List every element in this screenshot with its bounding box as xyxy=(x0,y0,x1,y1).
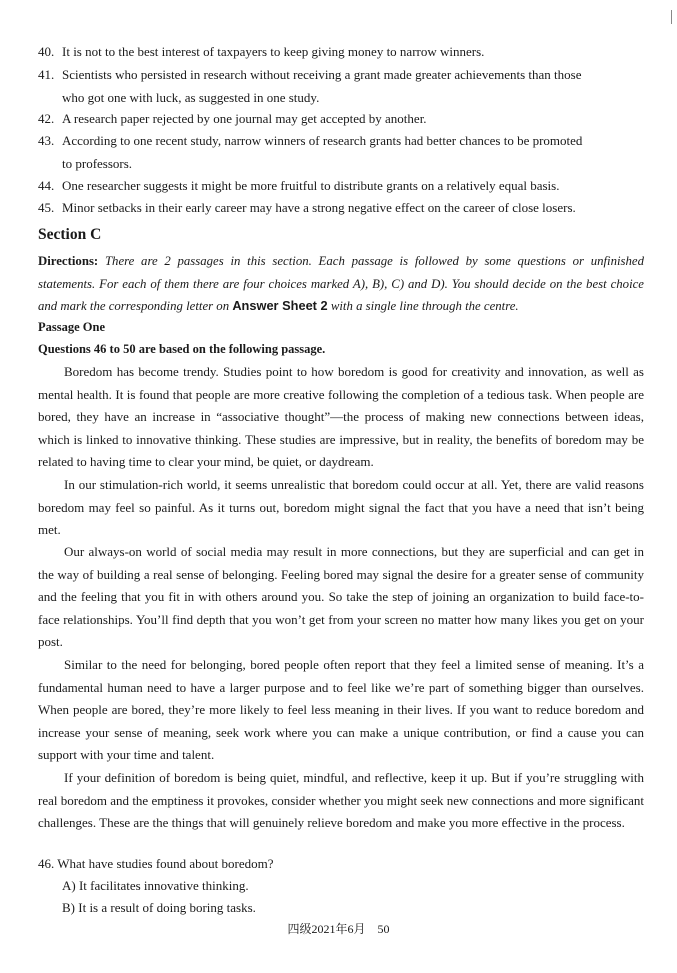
passage-paragraph: Boredom has become trendy. Studies point to how boredom is good for creativity and innovation, as well as mental health. It is found that people are more creative following the completion of a tedious task. When people are bored, they have an increase in “associative thought”—the process of making new connections between ideas, which is linked to innovative thinking. These studies are impressive, but in reality, the benefits of boredom may be related to having time to clear your mind, be quiet, or daydream. xyxy=(38,364,644,469)
section-title: Section C xyxy=(38,226,102,243)
page-footer xyxy=(0,920,677,937)
passage-paragraph: If your definition of boredom is being quiet, mindful, and reflective, keep it up. But if you’re struggling with real boredom and the emptiness it provokes, consider whether you might seek new connections and more significant challenges. These are the things that will genuinely relieve boredom and make you more effective in the process. xyxy=(38,770,644,830)
statement-45: 45. Minor setbacks in their early career may have a strong negative effect on the career of close losers. xyxy=(38,200,576,215)
footer-label: 四级2021年6月 xyxy=(287,922,366,936)
passage-title: Passage One xyxy=(38,320,106,334)
statement-44: 44. One researcher suggests it might be more fruitful to distribute grants on a relatively equal basis. xyxy=(38,178,560,193)
passage-intro: Questions 46 to 50 are based on the following passage. xyxy=(38,342,326,356)
statement-40: 40. It is not to the best interest of taxpayers to keep giving money to narrow winners. xyxy=(38,44,485,59)
directions-label: Directions: xyxy=(38,254,99,268)
passage-paragraph: Our always-on world of social media may result in more connections, but they are superficial and can get in the way of building a real sense of belonging. Feeling bored may signal the desire for a greater sense of community and the feeling that you fit in with others around you. So take the step of joining an organization to build face-to-face relationships. You’ll find depth that you won’t get from your screen no matter how many likes you get on your post. xyxy=(38,544,644,649)
passage-paragraph: Similar to the need for belonging, bored people often report that they feel a limited sense of meaning. It’s a fundamental human need to have a larger purpose and to feel like we’re part of something bigger than ourselves. When people are bored, they’re more likely to feel less meaning in their lives. If you want to reduce boredom and increase your sense of meaning, seek work where you can make a unique contribution, or find a cause you can support with your time and talent. xyxy=(38,657,644,762)
question-46-stem: 46. What have studies found about boredom? xyxy=(38,856,274,871)
statement-41: 41. Scientists who persisted in research without receiving a grant made greater achievements than those who got one with luck, as suggested in one study. xyxy=(38,67,582,105)
scan-mark xyxy=(671,10,672,24)
directions-text: There are 2 passages in this section. Each passage is followed by some questions or unfinished statements. For each of them there are four choices marked A), B), C) and D). You should decide on the best choice and mark the corresponding letter on xyxy=(38,254,645,313)
statement-43: 43. According to one recent study, narrow winners of research grants had better chances to be promoted to professors. xyxy=(38,133,583,171)
passage-paragraph: In our stimulation-rich world, it seems unrealistic that boredom could occur at all. Yet, there are valid reasons boredom may feel so painful. As it turns out, boredom might signal the fact that you have a need that isn’t being met. xyxy=(38,477,644,537)
page-number: 50 xyxy=(377,922,390,936)
question-46-option-a: A) It facilitates innovative thinking. xyxy=(62,878,249,893)
question-46-option-b: B) It is a result of doing boring tasks. xyxy=(62,900,256,915)
directions xyxy=(38,250,644,318)
answer-sheet-label: Answer Sheet 2 xyxy=(232,298,328,313)
directions-text-end: with a single line through the centre. xyxy=(330,299,519,313)
statement-42: 42. A research paper rejected by one journal may get accepted by another. xyxy=(38,111,427,126)
